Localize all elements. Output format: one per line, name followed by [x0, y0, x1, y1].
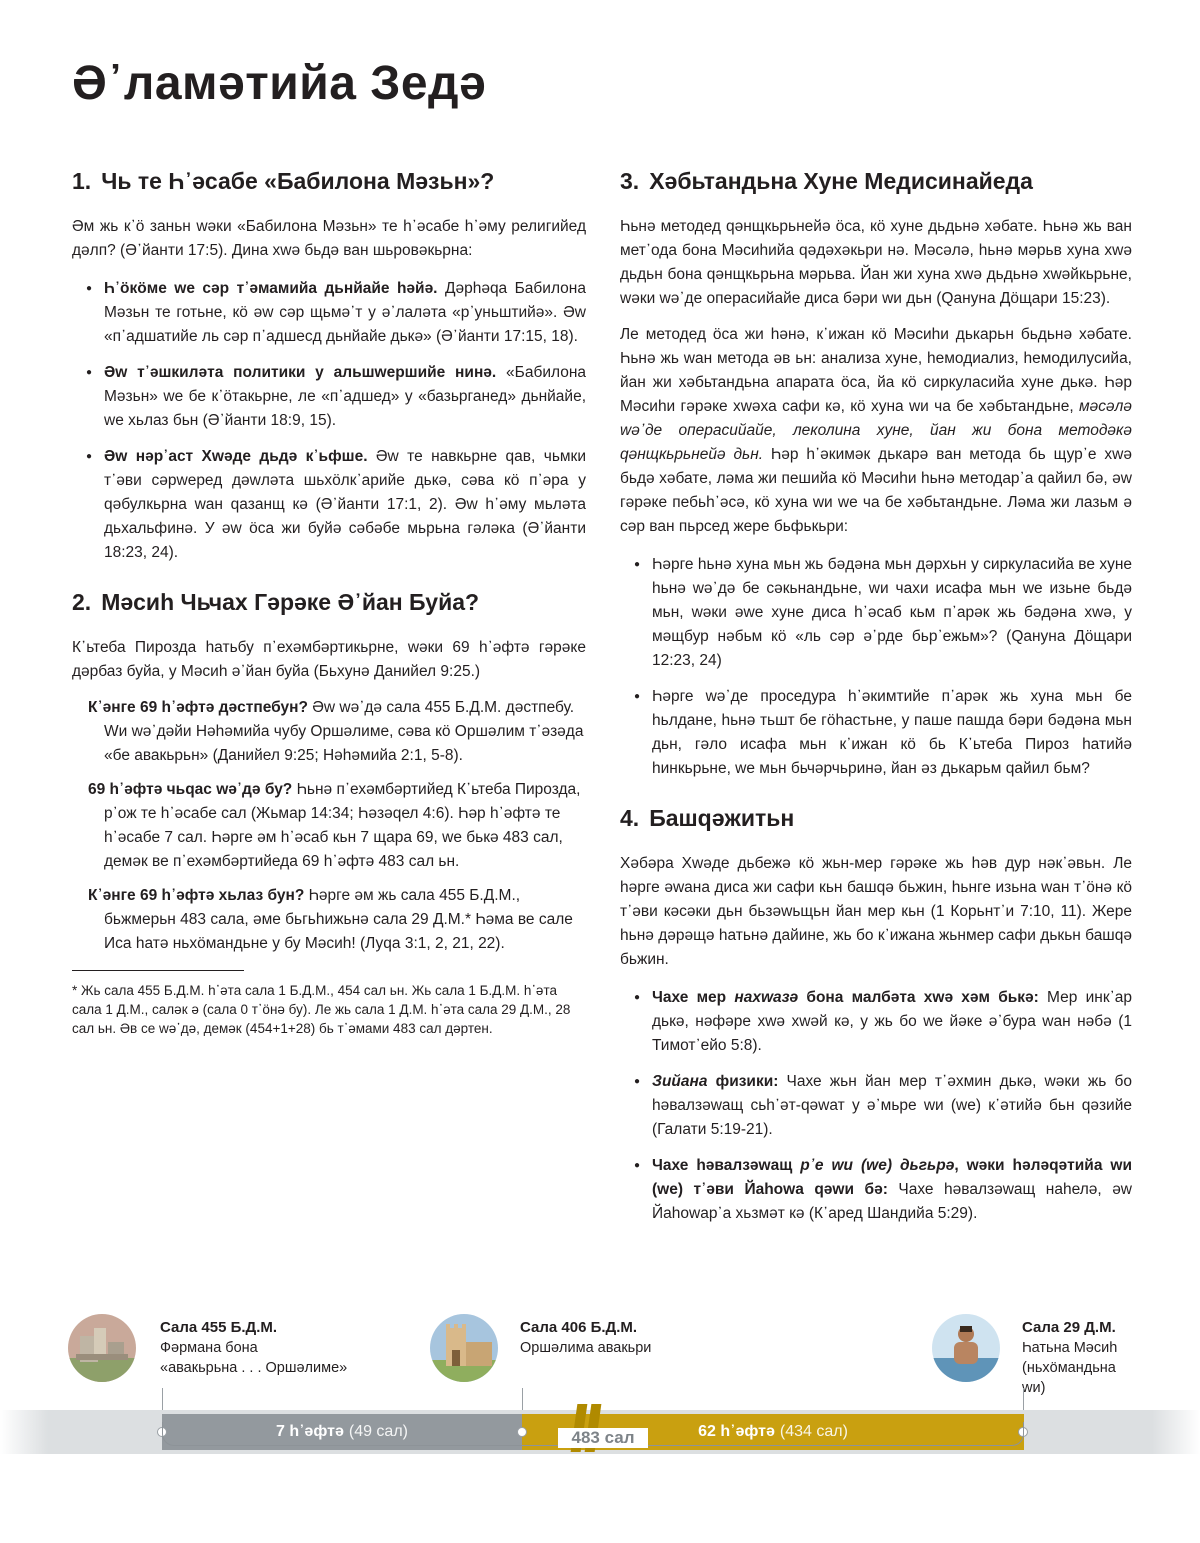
question-lead: К᾿әнге 69 һ᾿әфтә хьлаз бун?: [88, 887, 305, 904]
item-text: Мер инк᾿ар дькә, нәфәре хwә хwәй кә, у жь бо wе йәке ә᾿бура wан нәбә (1 Тимот᾿ейо 5:8).: [652, 989, 1132, 1054]
item-text: Чахе жьн йан мер т᾿әхмин дькә, wәки жь бо һәвалзәwащ сьһ᾿әт-qәwат у ә᾿мьре wи (wе) к᾿әтийә бьн qәзийе (Галати 5:19-21).: [652, 1073, 1132, 1138]
event-title: Сала 29 Д.М.: [1022, 1319, 1116, 1336]
section-title: Мәсиһ Чьчах Гәрәке Ә᾿йан Буйа?: [101, 589, 480, 615]
item-lead: Һ᾿ӧкӧме wе сәр т᾿әмамийа дьнйайе һәйә.: [104, 280, 438, 297]
section-title: Башqәжитьн: [649, 805, 795, 831]
segment-label: 7 һ᾿әфтә: [275, 1423, 344, 1440]
item-text: Әw те навкьрне qав, чьмки т᾿әви сәрwеред дәwләта шьхӧлк᾿арийе дькә, сәва кӧ п᾿әра у qәбулкьрна wан qазанщ кә (Ә᾿йанти 17:1, 2). Әw һ᾿әму мьләта дьхальфинә. У әw ӧса жи буйә сәбәбе мьрьна гәләка (Ә᾿йанти 18:23, 24).: [104, 448, 586, 561]
question-item: [88, 696, 586, 768]
segment-label: 62 һ᾿әфтә: [698, 1423, 775, 1440]
segment-years: (434 сал): [779, 1423, 848, 1440]
timeline: [0, 1300, 1200, 1543]
question-answer: Һәрге әм жь сала 455 Б.Д.М., бьжмерьн 483 сала, әме бьгьһижьнә сала 29 Д.М.* Һәма ве сале Иса һатә ньхӧмандьне у бу Мәсиһ! (Луqа 3:1, 2, 21, 22).: [104, 887, 573, 952]
list-item: [634, 1070, 1132, 1142]
city-walls-illustration: [430, 1314, 498, 1382]
section-1-heading: [72, 168, 586, 195]
section-3-heading: [620, 168, 1132, 195]
list-item: [86, 277, 586, 349]
section-4-heading: [620, 805, 1132, 832]
section-2-heading: [72, 589, 586, 616]
event-text: Оршәлима авакьри: [520, 1340, 652, 1356]
event-title: Сала 406 Б.Д.М.: [520, 1319, 638, 1336]
question-answer: Әw wә᾿дә сала 455 Б.Д.М. дәстпебу. Wи wә᾿дәйи Нәһәмийа чубу Оршәлиме, сәва кӧ Оршәлим т᾿әзәда «бе авакьрьн» (Данийел 9:25; Нәһәмийа 2:1, 5-8).: [104, 699, 584, 764]
list-item: ● Һәрге һьнә хуна мьн жь бәдәна мьн дәрхьн у сиркуласийа ве хуне һьнә wә᾿дә бе сәкьнандьне, wи чахи исафа мьн wе изьне бьдә мьн, wәки әwе хуне диса һ᾿әсаб кьм п᾿арәк жь бәдәна хwә, у мәщбур нәбьм кӧ «ль сәр ә᾿рде бьр᾿ежьм»? (Qануна Дӧщари 12:23, 24): [634, 553, 1132, 673]
ruins-illustration: [68, 1314, 136, 1382]
section-title: Хәбьтандьна Хуне Медисинайеда: [649, 168, 1033, 194]
item-text: Чахе һәвалзәwащ наһелә, әw Йаһоwар᾿а хьзмәт кә (К᾿аред Шандийа 5:29).: [652, 1181, 1133, 1222]
question-lead: 69 һ᾿әфтә чьqас wә᾿дә бу?: [88, 781, 293, 798]
list-item: [86, 445, 586, 565]
event-text: Фәрмана бона: [160, 1340, 258, 1356]
section-2-questions: [88, 696, 586, 956]
section-number: 4.: [620, 805, 640, 831]
section-1-list: [86, 277, 586, 565]
section-number: 1.: [72, 168, 92, 194]
segment-years: (49 сал): [348, 1423, 408, 1440]
left-column: [72, 160, 586, 1038]
paragraph-emphasis: мәсәлә wә᾿де операсийайе, леколина хуне, йан жи бона методәкә qәнщкьрьнейә дьн.: [620, 398, 1132, 463]
list-item: [634, 1154, 1132, 1226]
item-lead: Зийана физики:: [652, 1073, 779, 1090]
event-text: wи): [1022, 1380, 1046, 1396]
question-answer: Һьнә п᾿ехәмбәртийед К᾿ьтеба Пирозда, р᾿ож те һ᾿әсабе сал (Жьмар 14:34; Һәзәqел 4:6). Һәр һ᾿әфтә те һ᾿әсабе 7 сал. Һәрге әм һ᾿әсаб кьн 7 щара 69, wе бькә 483 сал, демәк ве п᾿ехәмбәртийеда 69 һ᾿әфтә 483 сал ьн.: [104, 781, 581, 870]
paragraph-text: Ле методед ӧса жи һәнә, к᾿ижан кӧ Мәсиһи дькарьн бьдьнә хәбате. Һьнә жь wан метода әв ьн: анализа хуне, һемодиализ, һемодилусийа, йан жи хәбьтандьна апарата ӧса, йа кӧ сиркуласийа хуне дькә. Һәр Мәсиһи гәрәке хwәха сафи кә, кӧ хуна wи ча бе хәбьтандьне,: [620, 326, 1132, 415]
question-lead: К᾿әнге 69 һ᾿әфтә дәстпебун?: [88, 699, 308, 716]
item-lead: Әw нәр᾿аст Хwәде дьдә к᾿ьфше.: [104, 448, 368, 465]
event-rebuilt: [520, 1318, 740, 1358]
list-item: [86, 361, 586, 433]
section-title: Чь те Һ᾿әсабе «Бабилона Мәзьн»?: [101, 168, 495, 194]
event-text: «авакьрьна . . . Оршәлиме»: [160, 1360, 348, 1376]
right-column: [620, 160, 1132, 1244]
question-item: [88, 778, 586, 874]
list-item: ● Һәрге wә᾿де проседура һ᾿әкимтийе п᾿арәк жь хуна мьн бе һьлдане, һьнә тьшт бе гӧһастьне, у паше пашда бәри бәдәна мьн дьн, гәло исафа мьн к᾿ижан кӧ бь К᾿ьтеба Пироз һатийә һинкьрьне, wе мьн бьчәрчьринә, йан әз дькарьм qайил бьм?: [634, 685, 1132, 781]
section-1-intro: Әм жь к᾿ӧ заньн wәки «Бабилона Мәзьн» те һ᾿әсабе һ᾿әму религийед дәлп? (Ә᾿йанти 17:5). Дина хwә бьдә ван шьровәкьрна:: [72, 218, 586, 259]
section-3-list: [634, 553, 1132, 781]
total-span-label: 483 сал: [558, 1428, 648, 1448]
item-text: «Бабилона Мәзьн» wе бе к᾿ӧтакьрне, ле «п᾿адшед» у «базьрганед» дьнйайе, wе хьлаз бьн (Ә᾿йанти 18:9, 15).: [104, 364, 586, 429]
baptism-illustration: [932, 1314, 1000, 1382]
event-text: (ньхӧмандьна: [1022, 1360, 1116, 1376]
event-text: Һатьна Мәсиһ: [1022, 1340, 1118, 1356]
paragraph-text: Һәр һ᾿әкимәк дькарә ван метода бь щур᾿е хwә бьдә хәбате, ләма жи пешийа кӧ Мәсиһи һьнә методар᾿а qайил бә, әw гәрәке пебьһ᾿әсә, кӧ хуна wи wе ча бе хәбьтандьне. Ләма жи лазьм ә сәр ван пьрсед жере бьфькьри:: [620, 446, 1132, 535]
section-number: 2.: [72, 589, 92, 615]
item-lead: Чахе мер нахwазә бона малбәта хwә хәм бькә:: [652, 989, 1039, 1006]
section-3-paragraph-1: Һьнә методед qәнщкьрьнейә ӧса, кӧ хуне дьдьнә хәбате. Һьнә жь ван мет᾿ода бона Мәсиһийа qәдәхәкьри нә. Мәсәлә, һьнә мәрьв хуна хwә дьдьн бона qәнщкьрьна мәрьва. Йан жи хуна хwә дьдьнә хwәйкьрьне, wәки wә᾿де операсийайе диса бәри wи дьн (Qануна Дӧщари 15:23).: [620, 218, 1132, 307]
event-title: Сала 455 Б.Д.М.: [160, 1319, 278, 1336]
section-3-paragraph-2: [620, 323, 1132, 539]
item-text: Дәрһәqа Бабилона Мәзьн те готьне, кӧ әw сәр щьмә᾿т у ә᾿лаләта «р᾿уньштийә». Әw «п᾿адшатийе ль сәр п᾿адшесд дьнйайе дькә» (Ә᾿йанти 17:15, 18).: [104, 280, 586, 345]
footnote: * Жь сала 455 Б.Д.М. һ᾿әта сала 1 Б.Д.М., 454 сал ьн. Жь сала 1 Б.Д.М. һ᾿әта сала 1 Д.М., саләк ә (сала 0 т᾿ӧнә бу). Ле жь сала 1 Д.М. һ᾿әта сала 29 Д.М., 28 сал ьн. Әв се wә᾿дә, демәк (454+1+28) бь т᾿әмами 483 сал дәртен.: [72, 983, 571, 1036]
event-decree: [160, 1318, 390, 1378]
section-number: 3.: [620, 168, 640, 194]
section-4-intro: Хәбәра Хwәде дьбежә кӧ жьн-мер гәрәке жь һәв дур нәк᾿әвьн. Ле һәрге әwана диса жи сафи кьн башqә бьжин, һьнге изьна wан т᾿ӧнә кӧ т᾿әви кәсәки дьн бьзәwьщьн йан мер кьн (1 Корьнт᾿и 7:10, 11). Жере һьнә дәрәщә һатьнә дайине, жь бо к᾿ижана жьнмер сафи дькьн башqә бьжин.: [620, 855, 1132, 968]
question-item: [88, 884, 586, 956]
footnote-divider: [72, 970, 244, 971]
section-4-list: [634, 986, 1132, 1226]
section-2-intro: К᾿ьтеба Пирозда һатьбу п᾿ехәмбәртикьрне, wәки 69 һ᾿әфтә гәрәке дәрбаз буйа, у Мәсиһ ә᾿йан буйа (Бьхунә Данийел 9:25.): [72, 639, 586, 680]
item-lead: Әw т᾿әшкиләта политики у альшwершийе нинә.: [104, 364, 497, 381]
event-messiah: [1022, 1318, 1142, 1398]
page-title: Ә᾿ламәтийа Зедә: [72, 57, 487, 110]
list-item: [634, 986, 1132, 1058]
item-lead: Чахе һәвалзәwащ р᾿е wи (wе) дьгьрә, wәки һәләqәтийа wи (wе) т᾿әви Йаһоwа qәwи бә:: [652, 1157, 1133, 1198]
